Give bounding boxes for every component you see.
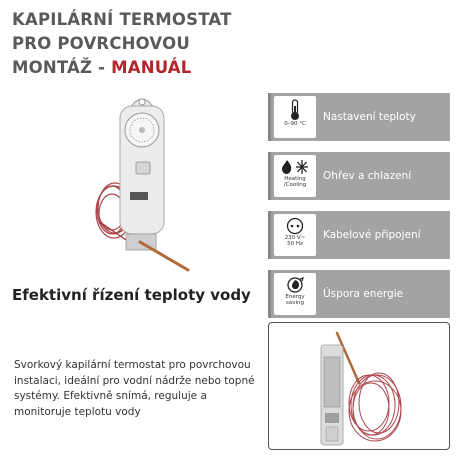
feature-label: Kabelové připojení (323, 229, 421, 241)
section-heading: Efektivní řízení teploty vody (12, 286, 251, 304)
thermostat-illustration (70, 90, 210, 290)
feature-icon-caption: 230 V~ 50 Hz (284, 235, 306, 247)
heating-cooling-icon (279, 158, 311, 176)
title-line-3 (12, 56, 262, 80)
feature-energy-saving (268, 270, 450, 318)
product-photo-frame (268, 322, 450, 450)
feature-icon-caption: Energy saving (285, 294, 305, 306)
feature-icon-box (274, 273, 316, 315)
feature-icon-box (274, 155, 316, 197)
feature-icon-caption: Heating /Cooling (283, 176, 307, 188)
feature-list (268, 93, 450, 329)
energy-saving-icon (285, 276, 305, 294)
title-accent: MANUÁL (111, 58, 192, 77)
power-cable-icon (286, 217, 304, 235)
feature-cable-connection (268, 211, 450, 259)
feature-heating-cooling (268, 152, 450, 200)
feature-label: Úspora energie (323, 288, 404, 300)
title-line-3-main: MONTÁŽ - (12, 58, 112, 77)
page-title (12, 8, 262, 80)
feature-icon-caption: 0–90 °C (284, 121, 306, 127)
feature-icon-box (274, 96, 316, 138)
feature-icon-box (274, 214, 316, 256)
title-line-2: PRO POVRCHOVOU (12, 34, 190, 53)
feature-label: Nastavení teploty (323, 111, 416, 123)
title-line-1: KAPILÁRNÍ TERMOSTAT (12, 10, 232, 29)
thermostat-photo (269, 323, 450, 450)
product-description: Svorkový kapilární termostat pro povrchovou instalaci, ideální pro vodní nádrže nebo topné systémy. Efektivně snímá, reguluje a monitoruje teplotu vody (14, 359, 255, 418)
product-image (70, 90, 210, 290)
thermometer-icon (288, 99, 302, 121)
feature-temperature-setting (268, 93, 450, 141)
feature-label: Ohřev a chlazení (323, 170, 412, 182)
